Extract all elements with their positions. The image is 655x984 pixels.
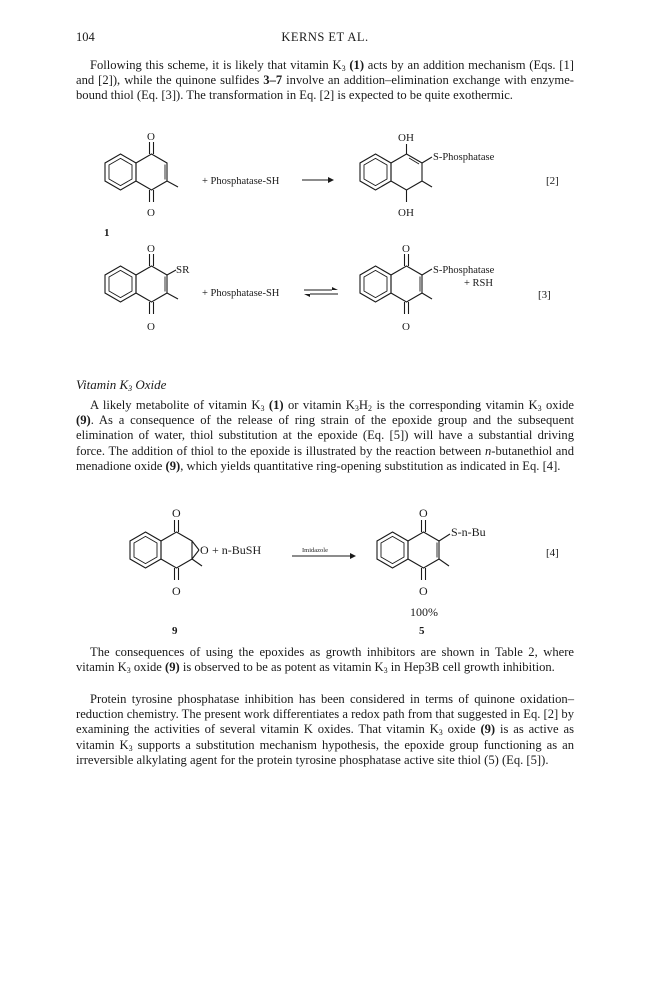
page-number: 104 — [76, 30, 95, 44]
oxide-paragraph: A likely metabolite of vitamin $K_3$ (1) or vitamin $K_3H_2$ is the corresponding vitamin $K_3$ oxide (9). As a consequence of the release of ring strain of the epoxide group and the subsequent elimination of water, thiol substitution at the epoxide (Eq. [5]) will have a substantial driving force. The addition of thiol to the epoxide is illustrated by the reaction between n-butanethiol and menadione oxide (9), which yields quantitative ring-opening substitution as indicated in Eq. [4]. — [76, 398, 574, 473]
product-s-phosphatase-label: S-Phosphatase — [433, 152, 495, 163]
compound-number-5: 5 — [419, 625, 425, 637]
eq4-s-n-bu-label: S-n-Bu — [451, 525, 486, 539]
eq3-label: [3] — [538, 289, 551, 301]
menadione-oxide-structure — [130, 520, 202, 580]
epoxide-o-label: O — [200, 543, 209, 557]
reaction-scheme-eq2-eq3 — [76, 126, 576, 348]
eq3-product-top-o-label: O — [402, 243, 410, 255]
reaction-scheme-eq4 — [76, 500, 576, 638]
eq4-product-bottom-o-label: O — [419, 584, 428, 598]
eq3-product-s-phosphatase-label: S-Phosphatase — [433, 265, 495, 276]
compound-number-9: 9 — [172, 625, 178, 637]
eq3-reactant-top-o-label: O — [147, 243, 155, 255]
table-paragraph: The consequences of using the epoxides as growth inhibitors are shown in Table 2, where vitamin $K_3$ oxide (9) is observed to be as potent as vitamin $K_3$ in Hep3B cell growth inhibition. — [76, 645, 574, 676]
eq2-label: [2] — [546, 175, 559, 187]
eq3-reactant-bottom-o-label: O — [147, 321, 155, 333]
eq4-reactant-bottom-o-label: O — [172, 584, 181, 598]
eq4-reagent: + n-BuSH — [212, 543, 262, 557]
reactant-top-o-label: O — [147, 131, 155, 143]
eq3-reagent: + Phosphatase-SH — [202, 288, 280, 299]
eq4-product-top-o-label: O — [419, 506, 428, 520]
quinone-adduct-structure — [360, 254, 432, 314]
eq4-label: [4] — [546, 547, 559, 559]
eq4-yield: 100% — [410, 605, 438, 619]
eq2-reagent: + Phosphatase-SH — [202, 176, 280, 187]
eq3-rsh-label: + RSH — [464, 278, 493, 289]
eq3-product-bottom-o-label: O — [402, 321, 410, 333]
product-bottom-oh-label: OH — [398, 207, 414, 219]
eq4-arrow-label-imidazole: Imidazole — [302, 547, 328, 554]
eq2-arrow — [302, 177, 334, 183]
product-top-oh-label: OH — [398, 132, 414, 144]
page-header — [76, 30, 574, 48]
eq3-equilibrium-arrow — [304, 287, 338, 297]
thioether-product-structure — [377, 520, 450, 580]
hydroquinone-adduct-structure — [360, 144, 432, 202]
intro-paragraph: Following this scheme, it is likely that vitamin $K_3$ (1) acts by an addition mechanism (Eqs. [1] and [2]), while the quinone sulfides 3–7 involve an addition–elimination exchange with enzyme-bound thiol (Eq. [3]). The transformation in Eq. [2] is expected to be quite exothermic. — [76, 58, 574, 103]
reactant-bottom-o-label: O — [147, 207, 155, 219]
section-heading: Vitamin $K_3$ Oxide — [76, 377, 167, 393]
ptp-paragraph: Protein tyrosine phosphatase inhibition has been considered in terms of quinone oxidation–reduction chemistry. The present work differentiates a redox path from that suggested in Eq. [2] by examining the activities of several vitamin K oxides. That vitamin $K_3$ oxide (9) is as active as vitamin $K_3$ supports a substitution mechanism hypothesis, the epoxide group functioning as an irreversible alkylating agent for the protein tyrosine phosphatase active site thiol (5) (Eq. [5]). — [76, 692, 574, 767]
quinone-sulfide-structure — [105, 254, 178, 314]
compound-number-1: 1 — [104, 227, 110, 239]
running-title: KERNS ET AL. — [281, 30, 369, 44]
eq4-reactant-top-o-label: O — [172, 506, 181, 520]
menadione-structure — [105, 142, 178, 202]
eq3-sr-label: SR — [176, 264, 190, 276]
